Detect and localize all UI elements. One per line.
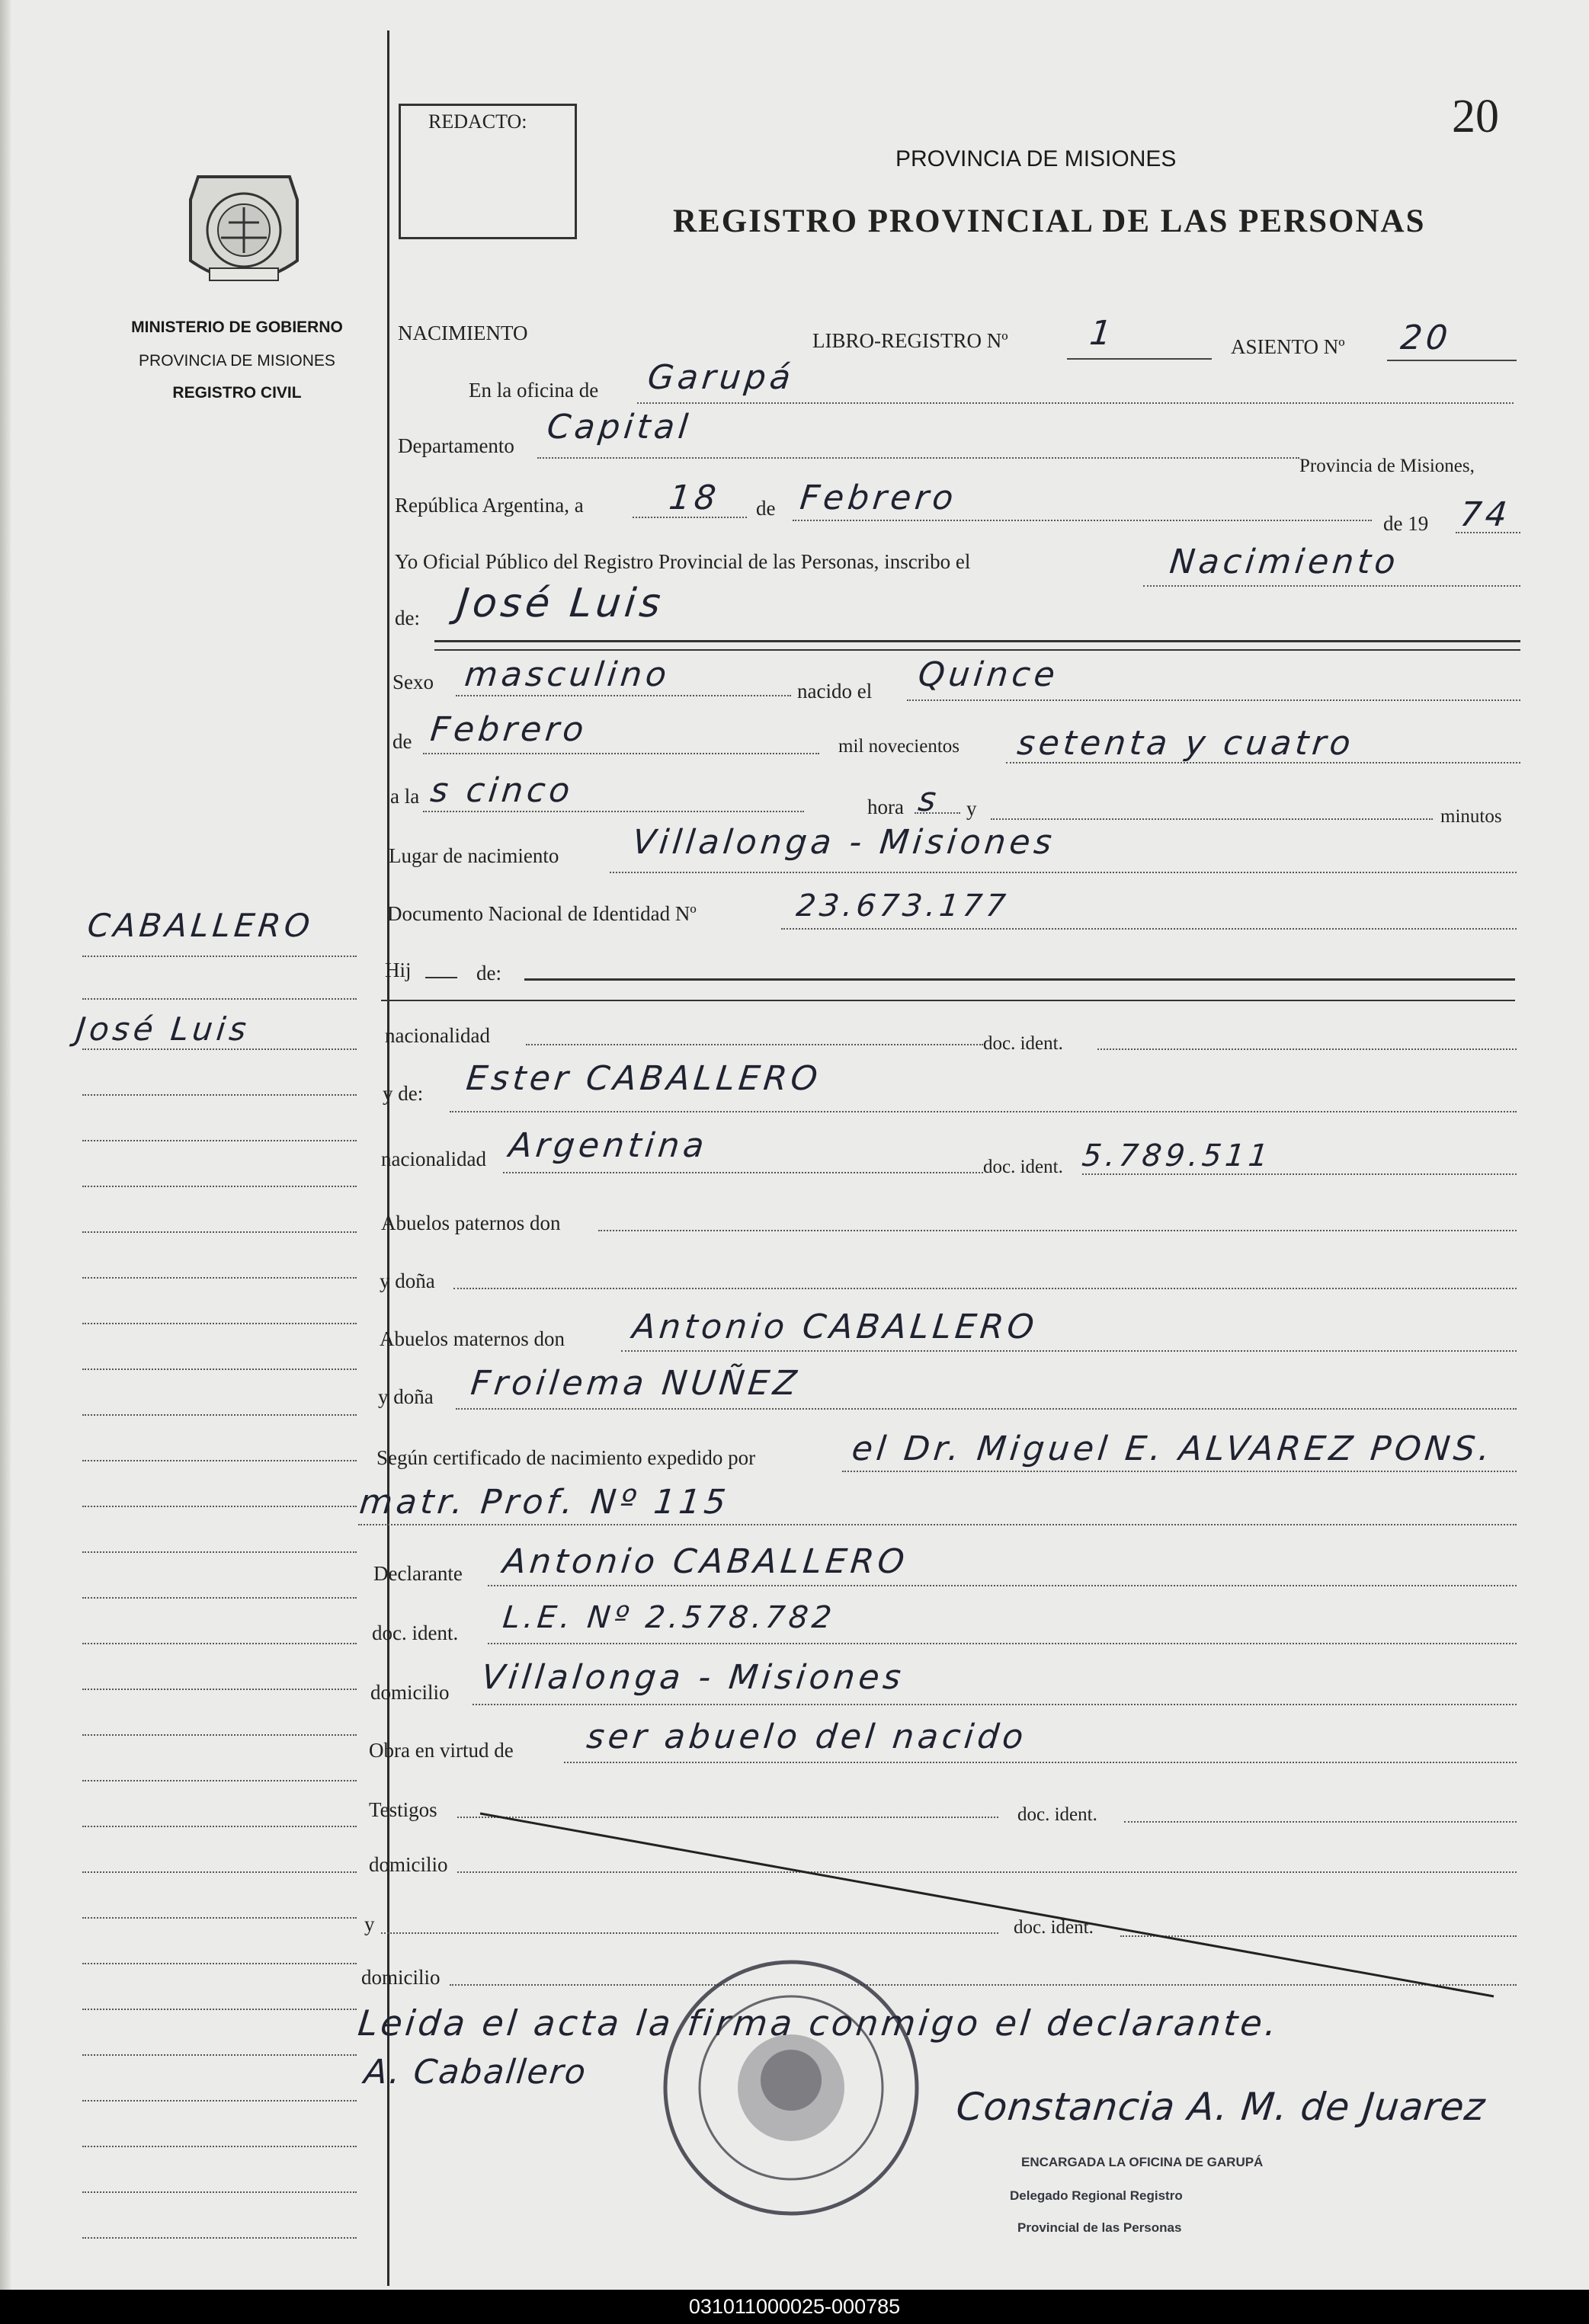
margin-line: [82, 1186, 357, 1187]
stamp-line-3: Provincial de las Personas: [1017, 2220, 1182, 2235]
birthplace-label: Lugar de nacimiento: [389, 844, 559, 867]
maternal-label: Abuelos maternos don: [380, 1327, 565, 1350]
mother-doc-value: 5.789.511: [1080, 1138, 1273, 1173]
person-name: José Luis: [454, 581, 667, 626]
declarant-signature: A. Caballero: [362, 2053, 589, 2092]
margin-line: [82, 2146, 357, 2147]
child-strike: [425, 977, 457, 978]
office-value: Garupá: [646, 358, 796, 397]
sex-label: Sexo: [392, 671, 434, 693]
sex-value: masculino: [463, 655, 672, 694]
margin-line: [82, 2009, 357, 2010]
year-words-value: setenta y cuatro: [1015, 724, 1357, 763]
margin-line: [82, 1323, 357, 1324]
year-words-line: [1006, 762, 1520, 763]
born-line: [907, 699, 1520, 701]
entry-label: ASIENTO Nº: [1231, 335, 1345, 358]
margin-line: [82, 998, 357, 1000]
registry-title: REGISTRO PROVINCIAL DE LAS PERSONAS: [673, 203, 1426, 239]
witness-label: Testigos: [369, 1798, 437, 1821]
nationality-label: nacionalidad: [385, 1024, 490, 1047]
margin-line: [82, 1506, 357, 1507]
witness2-address-label: domicilio: [361, 1966, 440, 1989]
mother-label: y de:: [383, 1082, 424, 1105]
maternal-value: Antonio CABALLERO: [630, 1308, 1040, 1346]
certificate-value: el Dr. Miguel E. ALVAREZ PONS.: [850, 1429, 1496, 1468]
month2-line: [423, 753, 819, 754]
witness-doc-label: doc. ident.: [1017, 1804, 1097, 1825]
margin-line: [82, 1780, 357, 1781]
margin-line: [82, 1963, 357, 1964]
month2-label: de: [392, 730, 412, 753]
paternal-dona-line: [453, 1288, 1517, 1289]
dni-label: Documento Nacional de Identidad Nº: [387, 902, 697, 925]
margin-line: [82, 1140, 357, 1141]
margin-line: [82, 2191, 357, 2193]
child-of-line: [524, 978, 1515, 981]
child-label: Hij: [385, 959, 412, 981]
thousand-label: mil novecientos: [838, 736, 959, 757]
margin-line: [82, 1689, 357, 1690]
office-label: En la oficina de: [469, 379, 599, 402]
doc-ident-label: doc. ident.: [983, 1033, 1063, 1054]
page-number: 20: [1452, 91, 1499, 142]
stamp-line-2: Delegado Regional Registro: [1010, 2188, 1183, 2203]
maternal-dona-line: [456, 1408, 1517, 1410]
declarant-doc-line: [488, 1643, 1517, 1644]
hours-line: [915, 812, 960, 814]
witness-address-label: domicilio: [369, 1853, 448, 1876]
capacity-value: ser abuelo del nacido: [585, 1717, 1030, 1756]
declarant-label: Declarante: [373, 1562, 463, 1585]
declarant-line: [488, 1585, 1517, 1586]
margin-given-names: José Luis: [74, 1010, 252, 1048]
mother-nationality-value: Argentina: [507, 1126, 710, 1165]
paternal-dona-label: y doña: [380, 1269, 435, 1292]
hours-label: hora: [867, 795, 904, 818]
born-label: nacido el: [797, 680, 873, 703]
mother-value: Ester CABALLERO: [464, 1059, 823, 1098]
official-round-seal-icon: [654, 1951, 928, 2225]
address-value: Villalonga - Misiones: [479, 1658, 907, 1697]
hour-words-value: s cinco: [428, 771, 576, 810]
maternal-dona-value: Froilema NUÑEZ: [469, 1364, 803, 1403]
redacto-box: [399, 104, 577, 239]
witness2-doc-label: doc. ident.: [1014, 1917, 1094, 1938]
child-of-line: [381, 1000, 1515, 1001]
official-line: [1143, 585, 1520, 587]
nationality-line: [526, 1044, 983, 1045]
hours-suffix: s: [916, 780, 942, 819]
margin-line: [82, 1734, 357, 1736]
department-line: [537, 457, 1299, 459]
born-day-value: Quince: [916, 655, 1061, 694]
margin-line: [82, 956, 357, 957]
margin-line: [82, 1551, 357, 1553]
margin-line: [82, 1643, 357, 1644]
de-label: de: [756, 497, 776, 520]
person-name-line: [434, 649, 1520, 651]
department-label: Departamento: [398, 434, 514, 457]
dni-value: 23.673.177: [794, 888, 1011, 924]
margin-line: [82, 1826, 357, 1827]
birthplace-value: Villalonga - Misiones: [630, 823, 1058, 862]
sex-line: [456, 695, 791, 696]
de-colon-label: de:: [395, 607, 420, 629]
official-value: Nacimiento: [1168, 543, 1402, 581]
margin-line: [82, 2237, 357, 2239]
archive-code-bar: [0, 2290, 1589, 2324]
paternal-label: Abuelos paternos don: [381, 1212, 561, 1234]
entry-number: 20: [1398, 319, 1453, 357]
doc-ident-line: [1097, 1048, 1517, 1050]
day-line: [633, 517, 747, 518]
margin-line: [82, 2100, 357, 2102]
declarant-doc-label: doc. ident.: [372, 1621, 459, 1644]
page-spine: [0, 0, 11, 2290]
closing-statement: Leida el acta la firma conmigo el declarante.: [356, 2002, 1282, 2044]
month2-value: Febrero: [428, 710, 590, 749]
declarant-value: Antonio CABALLERO: [501, 1542, 911, 1581]
mother-doc-label: doc. ident.: [983, 1157, 1063, 1177]
margin-line: [82, 1368, 357, 1370]
margin-line: [82, 1460, 357, 1461]
ministry-heading: MINISTERIO DE GOBIERNO: [131, 319, 343, 336]
month-line: [793, 520, 1372, 521]
book-label: LIBRO-REGISTRO Nº: [812, 329, 1008, 352]
address-label: domicilio: [370, 1681, 450, 1704]
paternal-line: [598, 1230, 1517, 1231]
official-signature: Constancia A. M. de Juarez: [953, 2085, 1488, 2129]
mother-line: [450, 1111, 1517, 1112]
day-value: 18: [667, 479, 722, 517]
archive-code: 031011000025-000785: [688, 2295, 901, 2318]
province-suffix: Provincia de Misiones,: [1299, 456, 1475, 476]
year-label: de 19: [1383, 512, 1429, 535]
office-line: [637, 402, 1514, 404]
maternal-dona-label: y doña: [378, 1385, 434, 1408]
stamp-line-1: ENCARGADA LA OFICINA DE GARUPÁ: [1021, 2155, 1264, 2169]
provincial-shield-icon: [175, 169, 312, 299]
certificate-label: Según certificado de nacimiento expedido por: [376, 1446, 756, 1469]
book-line: [1067, 358, 1212, 360]
redacto-label: REDACTO:: [428, 110, 527, 133]
margin-surname: CABALLERO: [85, 907, 316, 944]
year-value: 74: [1458, 495, 1513, 534]
margin-line: [82, 1277, 357, 1279]
and-label: y: [966, 797, 977, 820]
province-heading: PROVINCIA DE MISIONES: [139, 352, 335, 370]
capacity-line: [564, 1762, 1517, 1763]
minutes-label: minutos: [1440, 806, 1502, 827]
witness2-label: y: [364, 1913, 375, 1935]
child-of-label: de:: [476, 962, 501, 984]
mother-nationality-line: [503, 1172, 983, 1173]
maternal-line: [621, 1350, 1517, 1352]
entry-line: [1387, 360, 1517, 361]
official-text: Yo Oficial Público del Registro Provincial de las Personas, inscribo el: [395, 550, 971, 573]
declarant-doc-value: L.E. Nº 2.578.782: [501, 1600, 838, 1635]
margin-line: [82, 1871, 357, 1873]
birthplace-line: [610, 872, 1517, 873]
year-line: [1456, 532, 1520, 533]
margin-line: [82, 1231, 357, 1233]
mother-nationality-label: nacionalidad: [381, 1148, 486, 1170]
act-type-label: NACIMIENTO: [398, 322, 528, 344]
certificate-line: [842, 1471, 1517, 1472]
province-title: PROVINCIA DE MISIONES: [895, 146, 1177, 171]
hour-words-line: [423, 811, 804, 812]
margin-line: [82, 1917, 357, 1919]
department-value: Capital: [545, 408, 694, 447]
margin-line: [82, 1597, 357, 1599]
minutes-line: [991, 818, 1433, 820]
mother-doc-line: [1082, 1173, 1517, 1175]
certificate-cont-line: [358, 1524, 1517, 1525]
at-label: a la: [390, 785, 420, 808]
margin-line: [82, 1094, 357, 1096]
book-number: 1: [1088, 314, 1117, 353]
person-name-line: [434, 640, 1520, 642]
month-value: Febrero: [798, 479, 959, 517]
margin-line: [82, 2054, 357, 2056]
capacity-label: Obra en virtud de: [369, 1739, 514, 1762]
address-line: [473, 1704, 1517, 1705]
civil-registry-heading: REGISTRO CIVIL: [172, 384, 302, 402]
dni-line: [781, 928, 1517, 930]
margin-line: [82, 1048, 357, 1050]
margin-line: [82, 1414, 357, 1416]
republic-label: República Argentina, a: [395, 494, 584, 517]
witness-strike-line: [457, 1798, 1509, 2012]
certificate-cont-value: matr. Prof. Nº 115: [357, 1483, 732, 1522]
